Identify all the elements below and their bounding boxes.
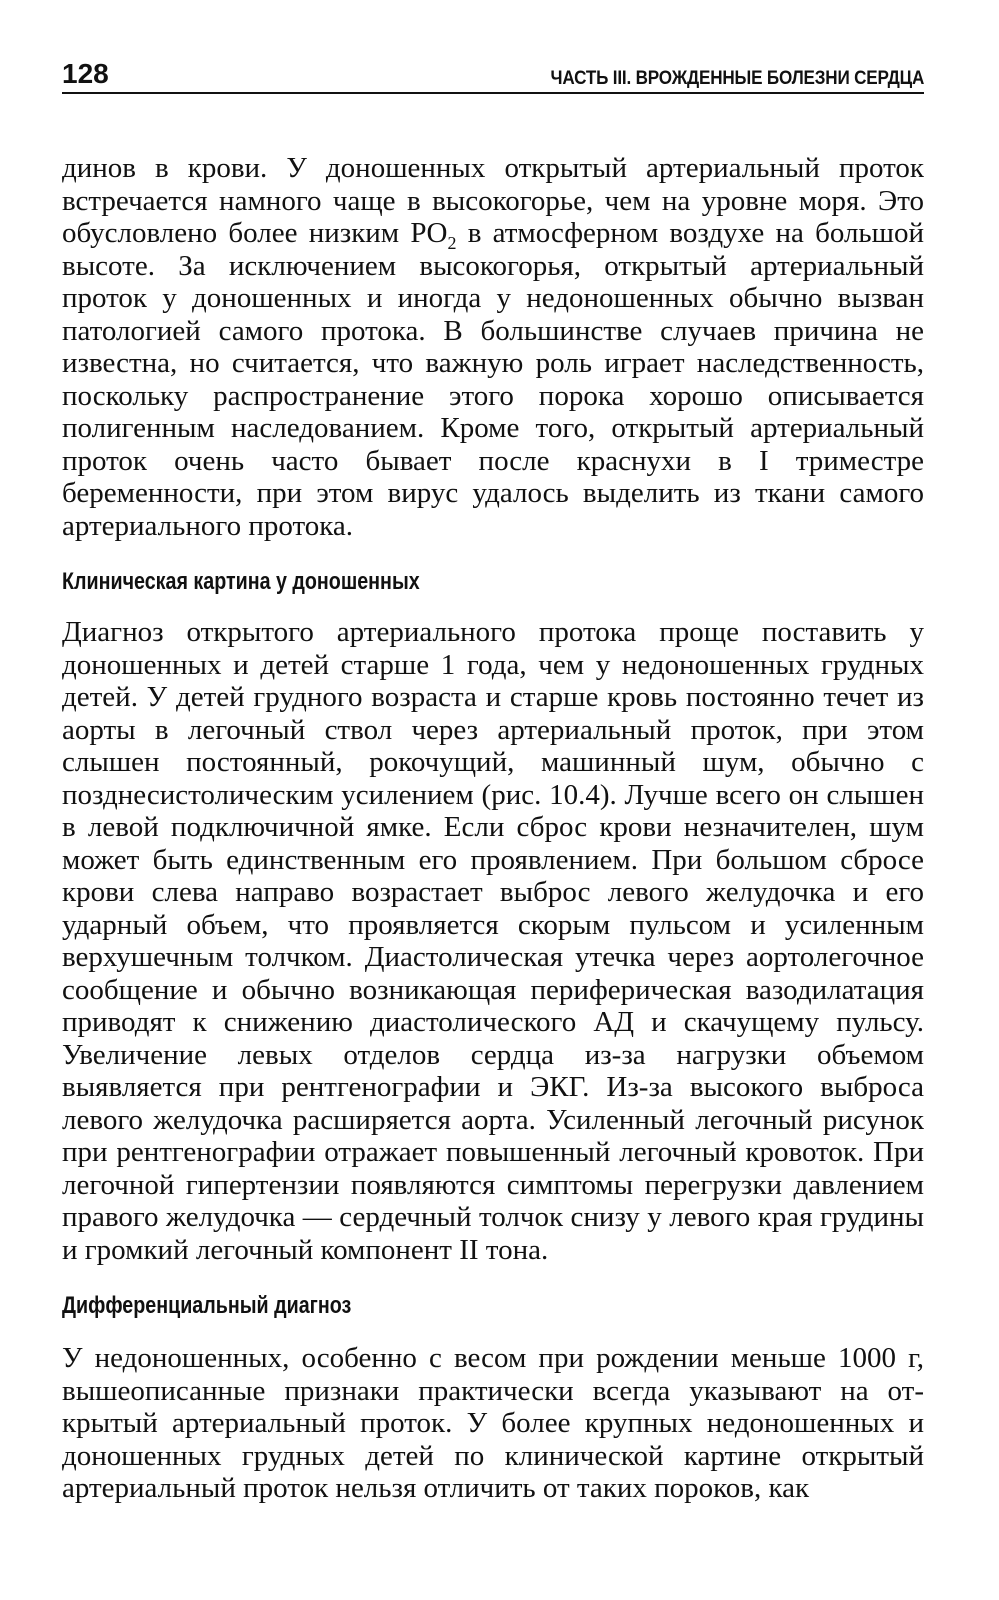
page-header [62,40,924,94]
paragraph-1-subscript: 2 [447,232,457,253]
book-page [62,40,924,1505]
paragraph-3: У недоношенных, особенно с весом при рождении меньше 1000 г, вышеописанные признаки практически всегда указывают на открытый артериальный проток. У более крупных недоношенных и доношенных грудных детей по клинической картине открытый артериальный проток нельзя отличить от таких пороков, как [62,1342,924,1504]
paragraph-1 [62,152,924,542]
paragraph-1-part-b: в атмосферном воздухе на большой высоте. За исключением высокогорья, открытый артериальный проток у доношенных и иногда у недоношенных обычно вызван патологией самого протока. В большинстве случаев причина не известна, но считается, что важную роль играет наследственность, поскольку распространение этого порока хорошо описывается полигенным наследованием. Кроме того, открытый артериальный проток очень часто бывает после краснухи в I триместре беременности, при этом вирус удалось выделить из ткани самого артериального протока. [62,217,925,542]
section-heading-differential-diagnosis: Дифференциальный диагноз [62,1292,352,1319]
running-title: ЧАСТЬ III. ВРОЖДЕННЫЕ БОЛЕЗНИ СЕРДЦА [550,68,924,89]
paragraph-1-part-a: динов в крови. У доношенных открытый артериальный проток встречается намного чаще в высокогорье, чем на уровне моря. Это обусловлено более низким PO [62,152,924,249]
section-heading-clinical-picture: Клиническая картина у доношенных [62,568,420,595]
paragraph-2: Диагноз открытого артериального протока проще поставить у доношенных и детей старше 1 года, чем у недоношенных грудных детей. У детей грудного возраста и старше кровь постоянно течет из аорты в легочный ствол через артериальный проток, при этом слышен постоянный, рокочущий, машинный шум, обычно с позднесистолическим усилением (рис. 10.4). Лучше всего он слышен в левой подключичной ямке. Если сброс крови незначителен, шум может быть единственным его проявлением. При большом сбросе крови слева направо возрастает выброс левого желудочка и его ударный объем, что проявляется скорым пульсом и усиленным верхушечным толчком. Диастолическая утечка через аортолегочное сообщение и обычно возникающая периферическая вазодилатация приводят к снижению диастолического АД и скачущему пульсу. Увеличение левых отделов сердца из-за нагрузки объемом выявляется при рентгенографии и ЭКГ. Из-за высокого выброса левого желудочка расширяется аорта. Усиленный легочный рисунок при рентгенографии отражает повышенный легочный кровоток. При легочной гипертензии появляются симптомы перегрузки давлением правого желудочка — сердечный толчок снизу у левого края грудины и громкий легочный компонент II тона. [62,616,924,1266]
page-number: 128 [62,58,109,89]
